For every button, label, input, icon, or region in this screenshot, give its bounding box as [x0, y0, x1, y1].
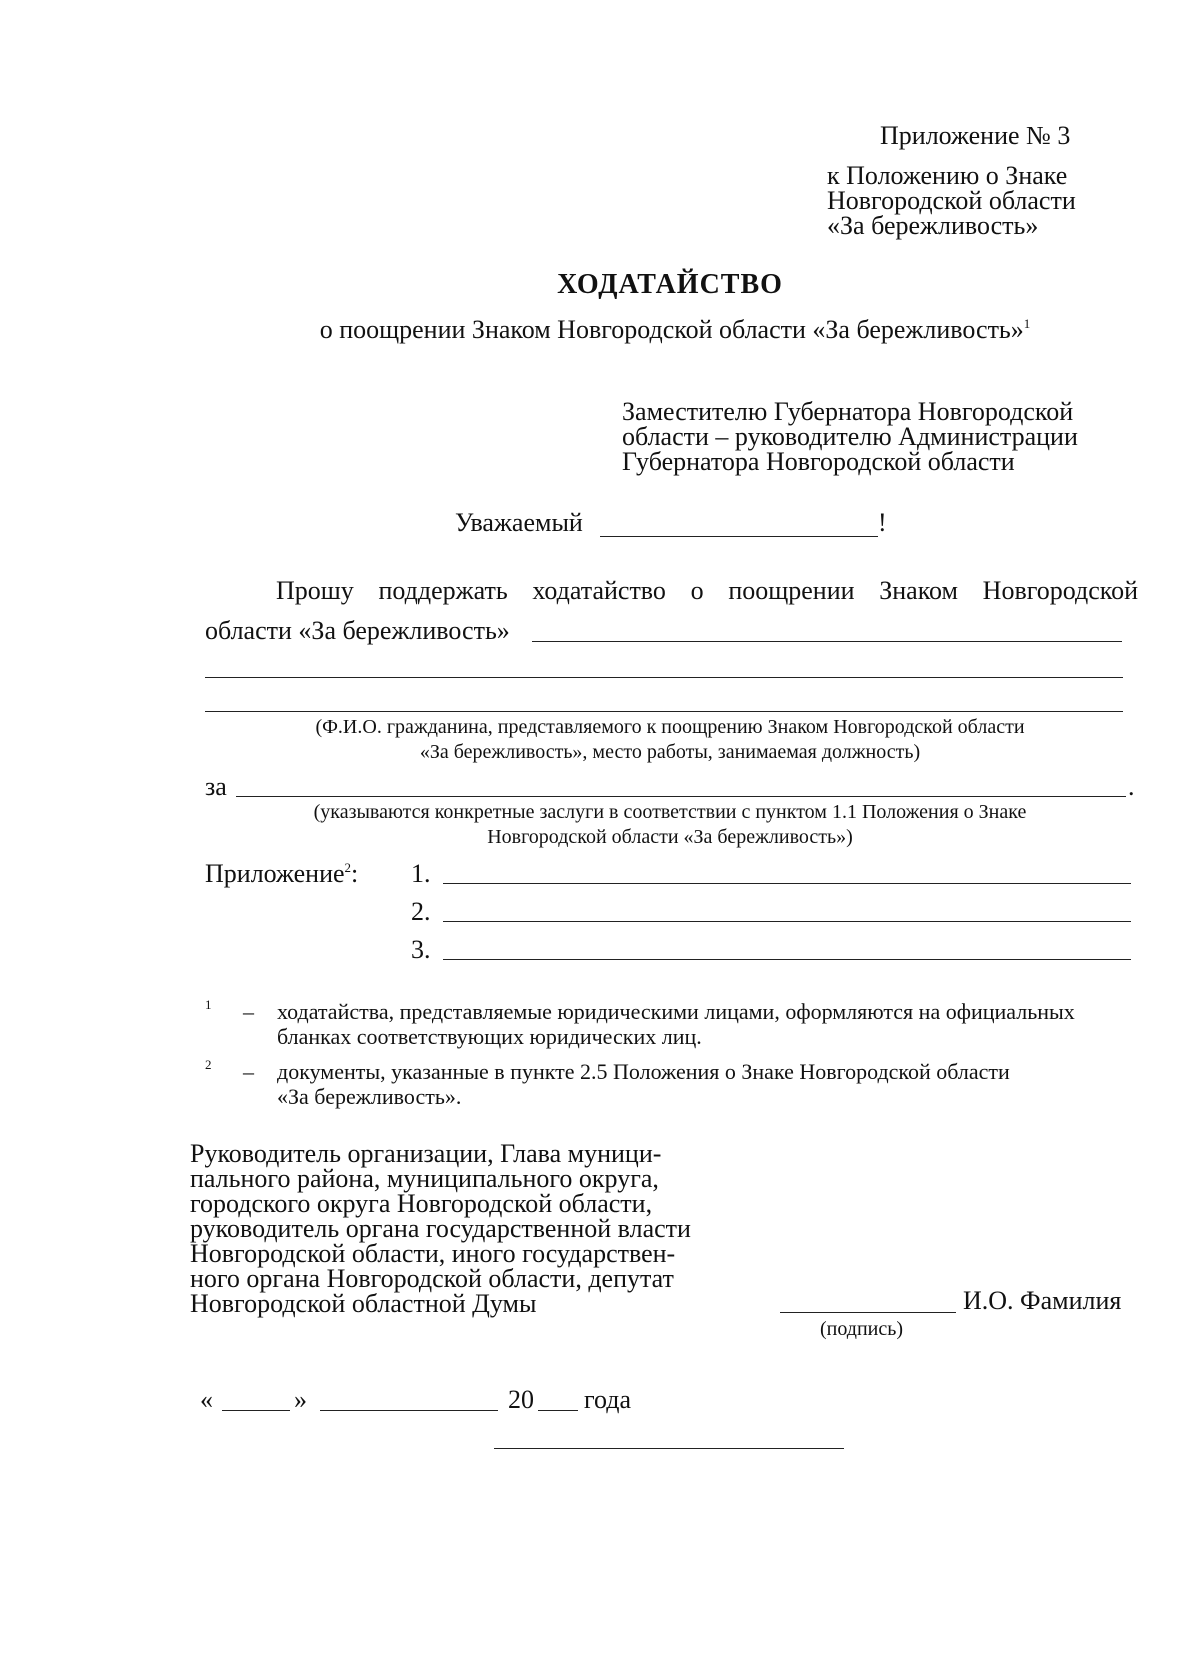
footnote-2-line-1: документы, указанные в пункте 2.5 Положения о Знаке Новгородской области	[277, 1059, 1010, 1084]
attachment-number-2: 2.	[411, 897, 431, 926]
merits-field[interactable]	[236, 796, 1126, 797]
document-title: ХОДАТАЙСТВО	[557, 269, 783, 300]
addressee-line-3: Губернатора Новгородской области	[622, 447, 1015, 476]
signatory-line-5: Новгородской области, иного государствен-	[190, 1239, 676, 1268]
footnote-2-line-2: «За бережливость».	[277, 1084, 462, 1109]
merits-prefix: за	[205, 772, 227, 801]
signatory-line-6: ного органа Новгородской области, депутат	[190, 1264, 674, 1293]
date-close-quote: »	[294, 1385, 307, 1414]
signatory-line-1: Руководитель организации, Глава муници-	[190, 1139, 662, 1168]
signatory-name: И.О. Фамилия	[963, 1286, 1122, 1315]
footnote-1-line-2: бланках соответствующих юридических лиц.	[277, 1024, 702, 1049]
nominee-field-3[interactable]	[205, 711, 1123, 712]
signatory-line-2: пального района, муниципального округа,	[190, 1164, 659, 1193]
signatory-line-3: городского округа Новгородской области,	[190, 1189, 653, 1218]
attachment-field-1[interactable]	[443, 883, 1131, 884]
date-year-field[interactable]	[538, 1410, 578, 1411]
footnote-1-mark: 1	[205, 997, 212, 1012]
signature-field[interactable]	[780, 1312, 956, 1313]
attachment-field-2[interactable]	[443, 921, 1131, 922]
attachments-footnote-mark: 2	[344, 860, 352, 875]
merits-hint-line-2: Новгородской области «За бережливость»)	[487, 826, 853, 848]
addressee-line-2: области – руководителю Администрации	[622, 422, 1078, 451]
subtitle-text: о поощрении Знаком Новгородской области «За бережливость»	[319, 315, 1024, 344]
attachments-colon: :	[351, 859, 359, 888]
greeting-end: !	[878, 508, 887, 537]
footnote-1-dash: –	[243, 999, 254, 1024]
attachment-number-1: 1.	[411, 859, 431, 888]
body-line-1: Прошу поддержать ходатайство о поощрении Знаком Новгородской	[276, 576, 1138, 605]
greeting-name-field[interactable]	[600, 536, 878, 537]
date-year-suffix: года	[584, 1385, 632, 1414]
greeting-word: Уважаемый	[455, 508, 583, 537]
signatory-line-7: Новгородской областной Думы	[190, 1289, 537, 1318]
subtitle-footnote-mark: 1	[1023, 316, 1031, 331]
nominee-field-1[interactable]	[532, 641, 1122, 642]
date-month-field[interactable]	[320, 1410, 498, 1411]
footnote-2-mark: 2	[205, 1057, 212, 1072]
nominee-field-2[interactable]	[205, 677, 1123, 678]
footnote-2-dash: –	[243, 1059, 254, 1084]
nominee-hint-line-1: (Ф.И.О. гражданина, представляемого к поощрению Знаком Новгородской области	[315, 716, 1025, 738]
signatory-line-4: руководитель органа государственной власти	[190, 1214, 691, 1243]
date-open-quote: «	[200, 1385, 213, 1414]
attachment-field-3[interactable]	[443, 959, 1131, 960]
date-year-prefix: 20	[508, 1385, 534, 1414]
footnote-1-line-1: ходатайства, представляемые юридическими лицами, оформляются на официальных	[277, 999, 1075, 1024]
signature-hint: (подпись)	[820, 1318, 904, 1340]
annex-number: Приложение № 3	[880, 121, 1071, 150]
annex-line-2: Новгородской области	[827, 186, 1076, 215]
extra-signature-line[interactable]	[494, 1448, 844, 1449]
attachments-label	[205, 860, 358, 888]
merits-hint-line-1: (указываются конкретные заслуги в соответствии с пунктом 1.1 Положения о Знаке	[313, 801, 1027, 823]
document-subtitle	[0, 316, 1200, 344]
attachments-label-text: Приложение	[205, 859, 345, 888]
attachment-number-3: 3.	[411, 935, 431, 964]
nominee-hint-line-2: «За бережливость», место работы, занимаемая должность)	[419, 741, 921, 763]
body-line-2: области «За бережливость»	[205, 616, 510, 645]
merits-period: .	[1128, 772, 1135, 801]
annex-line-3: «За бережливость»	[827, 211, 1039, 240]
annex-line-1: к Положению о Знаке	[827, 161, 1068, 190]
addressee-line-1: Заместителю Губернатора Новгородской	[622, 397, 1074, 426]
date-day-field[interactable]	[222, 1410, 290, 1411]
